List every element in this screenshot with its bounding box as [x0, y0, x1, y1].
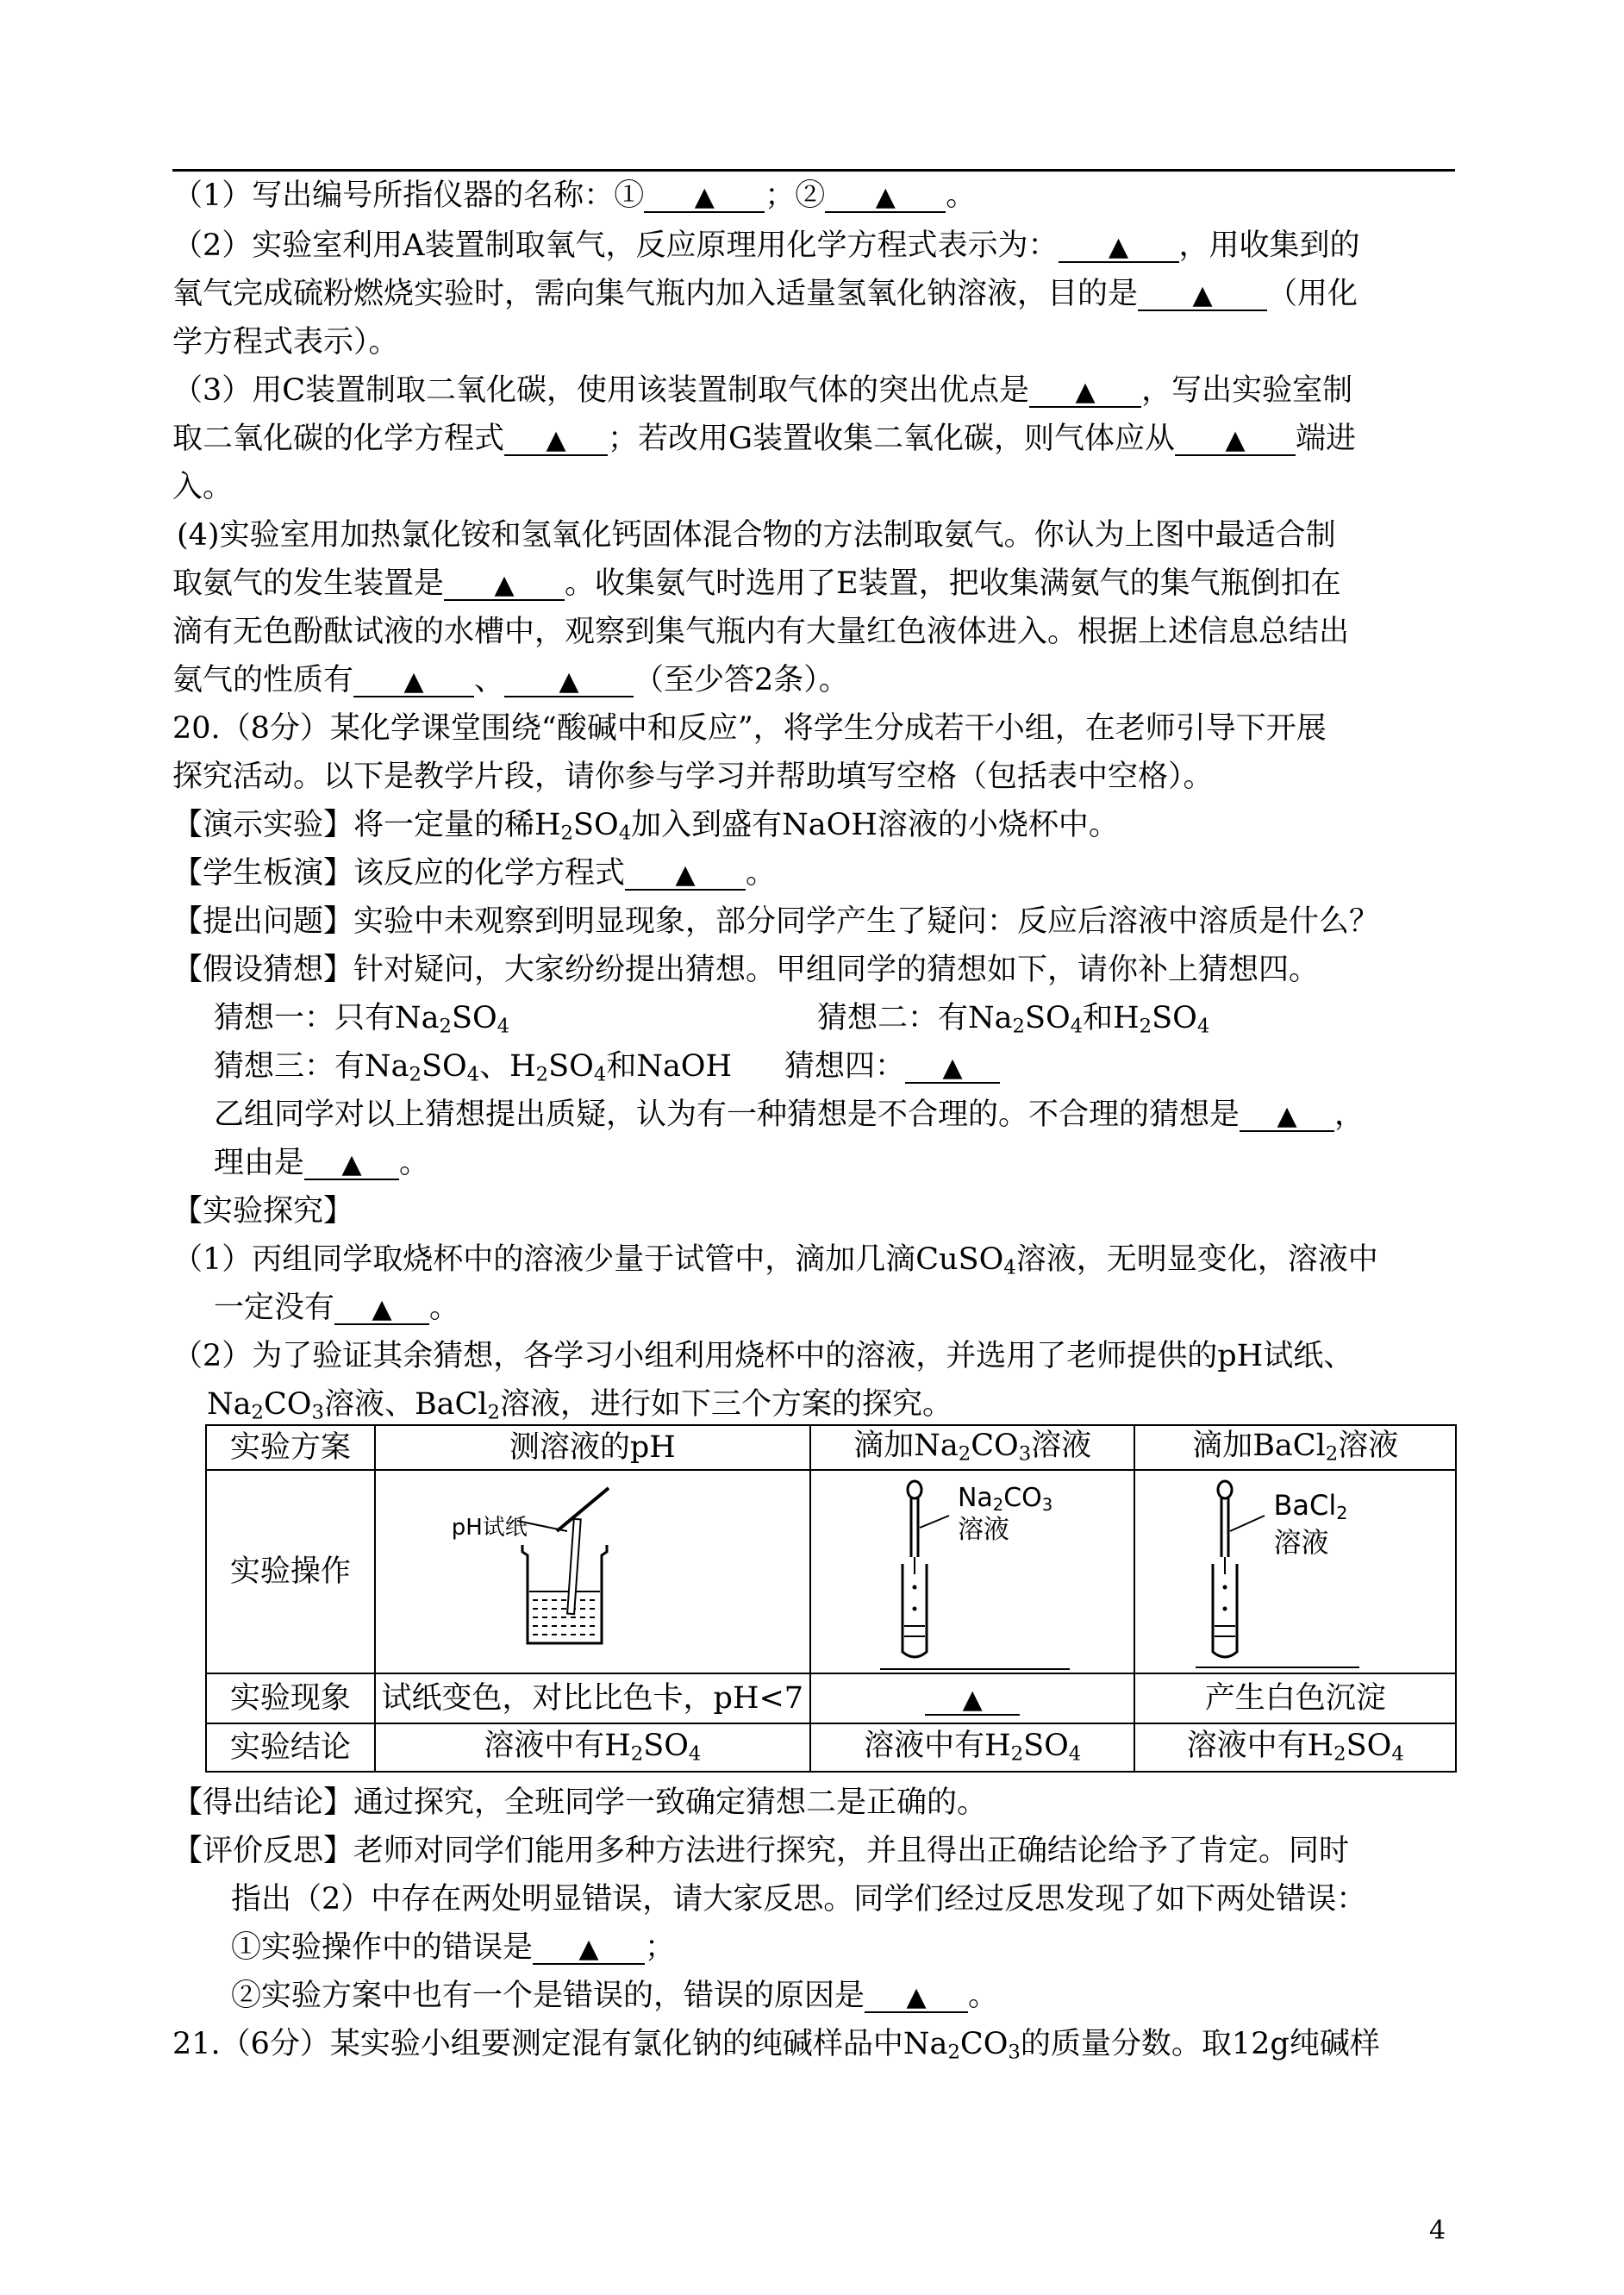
q19-part4-line4: 氨气的性质有 ▲ 、 ▲ （至少答2条）。: [172, 663, 849, 697]
q21-intro: 21.（6分）某实验小组要测定混有氯化钠的纯碱样品中$Na_2CO_3$的质量分数。取12g纯碱样: [172, 2027, 1380, 2064]
ph-phenomenon: 试纸变色，对比比色卡，pH<7: [375, 1673, 810, 1723]
q20-error-2: ②实验方案中也有一个是错误的，错误的原因是 ▲ 。: [231, 1979, 999, 2013]
q19-part2-line3: 学方程式表示）。: [172, 325, 399, 360]
q20-reason: 理由是 ▲ 。: [214, 1146, 430, 1180]
bacl2-conclusion: 溶液中有$H_2SO_4$: [1134, 1723, 1456, 1772]
table-label-operation: 实验操作: [206, 1470, 375, 1673]
ph-conclusion: 溶液中有$H_2SO_4$: [375, 1723, 810, 1772]
bacl2-dropper-diagram: [1134, 1470, 1456, 1673]
guess-1: 猜想一：只有$Na_2SO_4$: [214, 1001, 510, 1038]
q20-explore-2-line1: （2）为了验证其余猜想，各学习小组利用烧杯中的溶液，并选用了老师提供的pH试纸、: [172, 1339, 1354, 1373]
bacl2-phenomenon: 产生白色沉淀: [1134, 1673, 1456, 1723]
q19-part3-line1: （3）用C装置制取二氧化碳，使用该装置制取气体的突出优点是 ▲ ，写出实验室制: [172, 373, 1353, 408]
ph-test-diagram: [375, 1470, 810, 1673]
experiment-table: [205, 1424, 1457, 1773]
guess-3: 猜想三：有$Na_2SO_4$、$H_2SO_4$和NaOH: [214, 1049, 733, 1086]
q20-yi-group: 乙组同学对以上猜想提出质疑，认为有一种猜想是不合理的。不合理的猜想是 ▲ ，: [214, 1097, 1365, 1132]
na2co3-phenomenon-blank: ▲: [810, 1673, 1135, 1723]
table-row: [206, 1470, 1456, 1673]
na2co3-dropper-diagram: [810, 1470, 1135, 1673]
q20-error-1: ①实验操作中的错误是 ▲ ；: [231, 1930, 676, 1965]
guess-4: 猜想四： ▲: [784, 1052, 1000, 1084]
dropper-icon: [811, 1471, 1136, 1674]
dropper-icon: [1135, 1471, 1457, 1674]
q19-part4-line3: 滴有无色酚酞试液的水槽中，观察到集气瓶内有大量红色液体进入。根据上述信息总结出: [172, 615, 1350, 649]
table-header-plan: 实验方案: [206, 1425, 375, 1470]
q20-explore-heading: 【实验探究】: [172, 1194, 354, 1229]
q20-board: 【学生板演】该反应的化学方程式 ▲ 。: [172, 856, 777, 891]
table-label-phenomenon: 实验现象: [206, 1673, 375, 1723]
q19-part3-line2: 取二氧化碳的化学方程式 ▲ ；若改用G装置收集二氧化碳，则气体应从 ▲ 端进: [172, 422, 1356, 456]
q20-intro-line1: 20.（8分）某化学课堂围绕“酸碱中和反应”，将学生分成若干小组，在老师引导下开展: [172, 711, 1327, 746]
na2co3-label: $Na_2CO_3$ 溶液: [957, 1483, 1053, 1546]
q20-explore-1-line1: （1）丙组同学取烧杯中的溶液少量于试管中，滴加几滴CuSO$_4$溶液，无明显变化，溶液中: [172, 1242, 1378, 1279]
beaker-icon: [376, 1471, 812, 1674]
header-rule: [172, 169, 1455, 172]
table-header-ph: 测溶液的pH: [375, 1425, 810, 1470]
guess-2: 猜想二：有$Na_2SO_4$和$H_2SO_4$: [817, 1001, 1210, 1038]
table-header-na2co3: 滴加$Na_2CO_3$溶液: [810, 1425, 1135, 1470]
table-row: [206, 1425, 1456, 1470]
q20-explore-2-line2: $Na_2CO_3$溶液、BaCl$_2$溶液，进行如下三个方案的探究。: [207, 1387, 953, 1424]
q20-hypothesis: 【假设猜想】针对疑问，大家纷纷提出猜想。甲组同学的猜想如下，请你补上猜想四。: [172, 953, 1320, 987]
table-row: [206, 1673, 1456, 1723]
table-header-bacl2: 滴加BaCl$_2$溶液: [1134, 1425, 1456, 1470]
table-label-conclusion: 实验结论: [206, 1723, 375, 1772]
q19-part3-line3: 入。: [172, 470, 234, 504]
q19-part4-line1: (4)实验室用加热氯化铵和氢氧化钙固体混合物的方法制取氨气。你认为上图中最适合制: [177, 518, 1336, 553]
bacl2-label: BaCl$_2$ 溶液: [1273, 1489, 1348, 1560]
q20-intro-line2: 探究活动。以下是教学片段，请你参与学习并帮助填写空格（包括表中空格）。: [172, 760, 1214, 794]
q19-part2-line2: 氧气完成硫粉燃烧实验时，需向集气瓶内加入适量氢氧化钠溶液，目的是 ▲ （用化: [172, 277, 1359, 311]
q20-result: 【得出结论】通过探究，全班同学一致确定猜想二是正确的。: [172, 1785, 988, 1820]
ph-paper-label: pH试纸: [451, 1515, 528, 1541]
q20-evaluation-line1: 【评价反思】老师对同学们能用多种方法进行探究，并且得出正确结论给予了肯定。同时: [172, 1834, 1350, 1868]
q20-question: 【提出问题】实验中未观察到明显现象，部分同学产生了疑问：反应后溶液中溶质是什么？: [172, 904, 1380, 939]
q20-evaluation-line2: 指出（2）中存在两处明显错误，请大家反思。同学们经过反思发现了如下两处错误：: [231, 1882, 1367, 1917]
page-number: 4: [1429, 2216, 1446, 2246]
q19-part4-line2: 取氨气的发生装置是 ▲ 。收集氨气时选用了E装置，把收集满氨气的集气瓶倒扣在: [172, 566, 1341, 601]
q20-explore-1-line2: 一定没有 ▲ 。: [214, 1291, 460, 1325]
table-row: [206, 1723, 1456, 1772]
q19-part2-line1: （2）实验室利用A装置制取氧气，反应原理用化学方程式表示为： ▲ ，用收集到的: [172, 228, 1360, 263]
na2co3-conclusion: 溶液中有$H_2SO_4$: [810, 1723, 1135, 1772]
q20-demo: 【演示实验】将一定量的稀$H_2SO_4$加入到盛有NaOH溶液的小烧杯中。: [172, 808, 1119, 845]
q19-part1: （1）写出编号所指仪器的名称：① ▲ ；② ▲ 。: [172, 178, 977, 213]
